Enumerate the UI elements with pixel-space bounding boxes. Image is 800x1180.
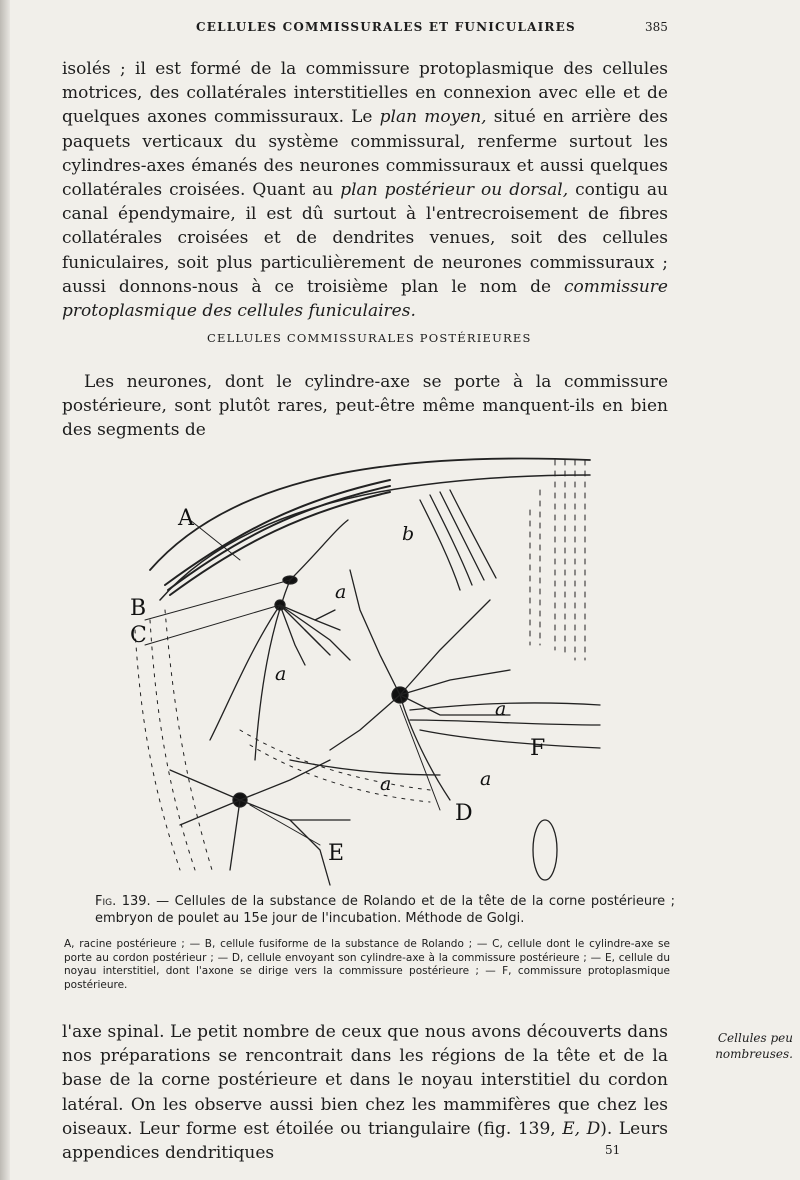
figure-caption <box>95 893 675 927</box>
paragraph-3-text-2: ). Leurs appendices dendritiques <box>62 1118 668 1164</box>
figure-illustration <box>90 430 610 890</box>
caption-label: Fig. 139. <box>95 894 151 909</box>
page-number: 385 <box>645 20 668 34</box>
paragraph-1-italic-1: plan moyen, <box>379 107 487 128</box>
figure-label-D: D <box>455 801 473 826</box>
running-head: CELLULES COMMISSURALES ET FUNICULAIRES <box>196 20 576 34</box>
figure-label-a-4: a <box>480 768 492 790</box>
figure-label-C: C <box>130 623 147 648</box>
margin-note: Cellules peu nombreuses. <box>715 1031 793 1061</box>
figure-label-E: E <box>328 841 345 866</box>
figure-label-a-3: a <box>380 773 392 795</box>
paragraph-1-italic-2: plan postérieur ou dorsal, <box>340 180 569 201</box>
paragraph-3-italic: E, D <box>562 1118 601 1139</box>
figure-label-F: F <box>530 736 546 761</box>
paragraph-3 <box>62 1020 668 1165</box>
paragraph-1-text-2: situé en arrière des paquets verticaux du système commissural, renferme surtout les cylindres-axes émanés des neurones commissuraux et aussi quelques collatérales croisées. Quant au <box>62 107 668 201</box>
paragraph-3-text: l'axe spinal. Le petit nombre de ceux que nous avons découverts dans nos préparations se rencontrait dans les régions de la tête et de la base de la corne postérieure et dans le noyau interstitiel du cordon latéral. On les observe aussi bien chez les mammifères que chez les oiseaux. Leur forme est étoilée ou triangulaire (fig. 139, <box>62 1022 668 1139</box>
figure-label-a-5: a <box>495 698 507 720</box>
paragraph-1-italic-3: commissure protoplasmique des cellules funiculaires. <box>62 276 668 322</box>
page-edge <box>0 0 10 1180</box>
signature-mark: 51 <box>605 1143 621 1157</box>
figure-label-A: A <box>178 506 194 531</box>
paragraph-2: Les neurones, dont le cylindre-axe se porte à la commissure postérieure, sont plutôt rares, peut-être même manquent-ils en bien des segments de <box>62 372 668 441</box>
figure-legend: A, racine postérieure ; — B, cellule fusiforme de la substance de Rolando ; — C, cellule dont le cylindre-axe se porte au cordon postérieur ; — D, cellule envoyant son cylindre-axe à la commissure postérieure ; — E, cellule du noyau interstitiel, dont l'axone se dirige vers la commissure postérieure ; — F, commissure protoplasmique postérieure. <box>64 938 670 991</box>
caption-text: — Cellules de la substance de Rolando et de la tête de la corne postérieure ; embryon de poulet au 15e jour de l'incubation. Méthode de Golgi. <box>95 894 675 926</box>
paragraph-1-text-3: contigu au canal épendymaire, il est dû surtout à l'entrecroisement de fibres collatérales croisées et de dendrites venues, soit des cellules funiculaires, soit plus particulièrement de neurones commissuraux ; aussi donnons-nous à ce troisième plan le nom de <box>62 180 668 297</box>
paragraph-1 <box>62 57 668 323</box>
figure-label-a-2: a <box>275 663 287 685</box>
section-heading: CELLULES COMMISSURALES POSTÉRIEURES <box>207 331 532 345</box>
figure-label-B: B <box>130 596 147 621</box>
paragraph-1-text: isolés ; il est formé de la commissure protoplasmique des cellules motrices, des collatérales interstitielles en connexion avec elle et de quelques axones commissuraux. Le <box>62 59 668 128</box>
figure-label-a: a <box>335 581 347 603</box>
figure-label-b: b <box>402 523 415 545</box>
figure-139 <box>90 430 610 890</box>
